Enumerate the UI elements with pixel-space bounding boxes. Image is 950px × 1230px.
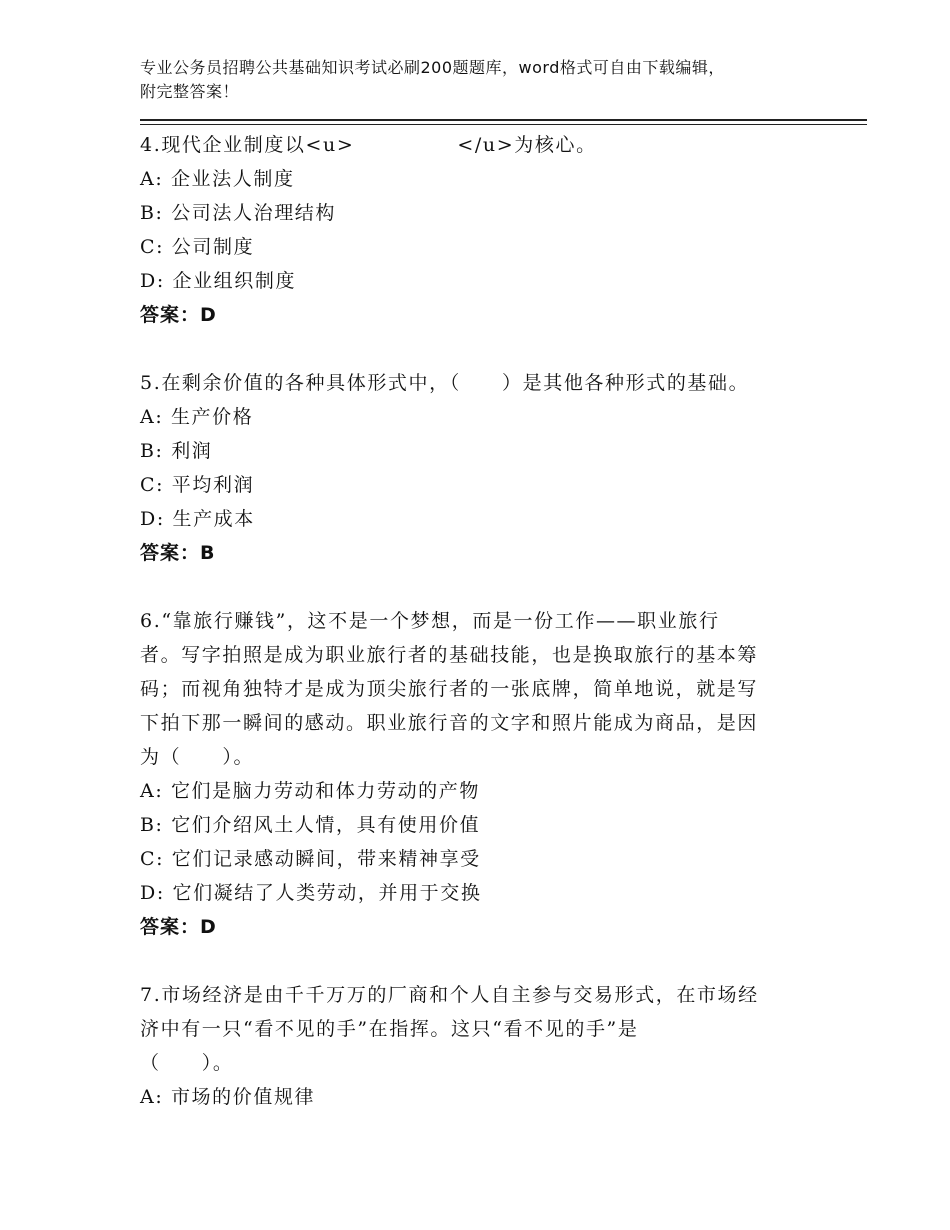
question-5-answer: 答案：B bbox=[140, 542, 216, 564]
header-divider-thin bbox=[140, 124, 867, 125]
question-spacer bbox=[140, 332, 808, 366]
question-6-stem-line: 为（ ）。 bbox=[140, 746, 255, 768]
question-6-option-b: B: 它们介绍风土人情，具有使用价值 bbox=[140, 814, 481, 836]
question-7-stem-line: 济中有一只“看不见的手”在指挥。这只“看不见的手”是 bbox=[140, 1018, 639, 1040]
question-7-stem-line: 7.市场经济是由千千万万的厂商和个人自主参与交易形式，在市场经 bbox=[140, 984, 759, 1006]
question-5-stem: 5.在剩余价值的各种具体形式中，（ ）是其他各种形式的基础。 bbox=[140, 372, 750, 394]
question-6-stem-line: 者。写字拍照是成为职业旅行者的基础技能，也是换取旅行的基本筹 bbox=[140, 644, 759, 666]
question-5 bbox=[140, 366, 808, 570]
question-spacer bbox=[140, 570, 808, 604]
question-4 bbox=[140, 128, 808, 332]
header-line-2: 附完整答案！ bbox=[140, 82, 240, 101]
question-5-option-b: B: 利润 bbox=[140, 440, 213, 462]
question-6-option-a: A: 它们是脑力劳动和体力劳动的产物 bbox=[140, 780, 480, 802]
question-4-option-b: B: 公司法人治理结构 bbox=[140, 202, 337, 224]
question-6-stem-line: 6.“靠旅行赚钱”，这不是一个梦想，而是一份工作——职业旅行 bbox=[140, 610, 720, 632]
question-4-answer: 答案：D bbox=[140, 304, 217, 326]
question-6-answer: 答案：D bbox=[140, 916, 217, 938]
question-6-option-c: C: 它们记录感动瞬间，带来精神享受 bbox=[140, 848, 481, 870]
question-6-stem-line: 下拍下那一瞬间的感动。职业旅行音的文字和照片能成为商品，是因 bbox=[140, 712, 759, 734]
question-5-option-d: D: 生产成本 bbox=[140, 508, 255, 530]
question-6-stem-line: 码；而视角独特才是成为顶尖旅行者的一张底牌，简单地说，就是写 bbox=[140, 678, 759, 700]
question-7-stem-line: （ ）。 bbox=[140, 1052, 234, 1074]
question-4-option-d: D: 企业组织制度 bbox=[140, 270, 297, 292]
question-5-option-c: C: 平均利润 bbox=[140, 474, 255, 496]
question-7-option-a: A: 市场的价值规律 bbox=[140, 1086, 316, 1108]
header-divider-thick bbox=[140, 119, 867, 121]
question-4-option-a: A: 企业法人制度 bbox=[140, 168, 295, 190]
question-6 bbox=[140, 604, 808, 944]
question-4-stem: 4.现代企业制度以<u> </u>为核心。 bbox=[140, 134, 597, 156]
question-4-option-c: C: 公司制度 bbox=[140, 236, 255, 258]
question-spacer bbox=[140, 944, 808, 978]
page-header bbox=[140, 56, 860, 104]
header-line-1: 专业公务员招聘公共基础知识考试必刷200题题库，word格式可自由下载编辑， bbox=[140, 58, 725, 77]
question-list bbox=[140, 128, 808, 1114]
question-7 bbox=[140, 978, 808, 1114]
question-5-option-a: A: 生产价格 bbox=[140, 406, 254, 428]
question-6-option-d: D: 它们凝结了人类劳动，并用于交换 bbox=[140, 882, 482, 904]
question-6-stem bbox=[140, 604, 808, 774]
